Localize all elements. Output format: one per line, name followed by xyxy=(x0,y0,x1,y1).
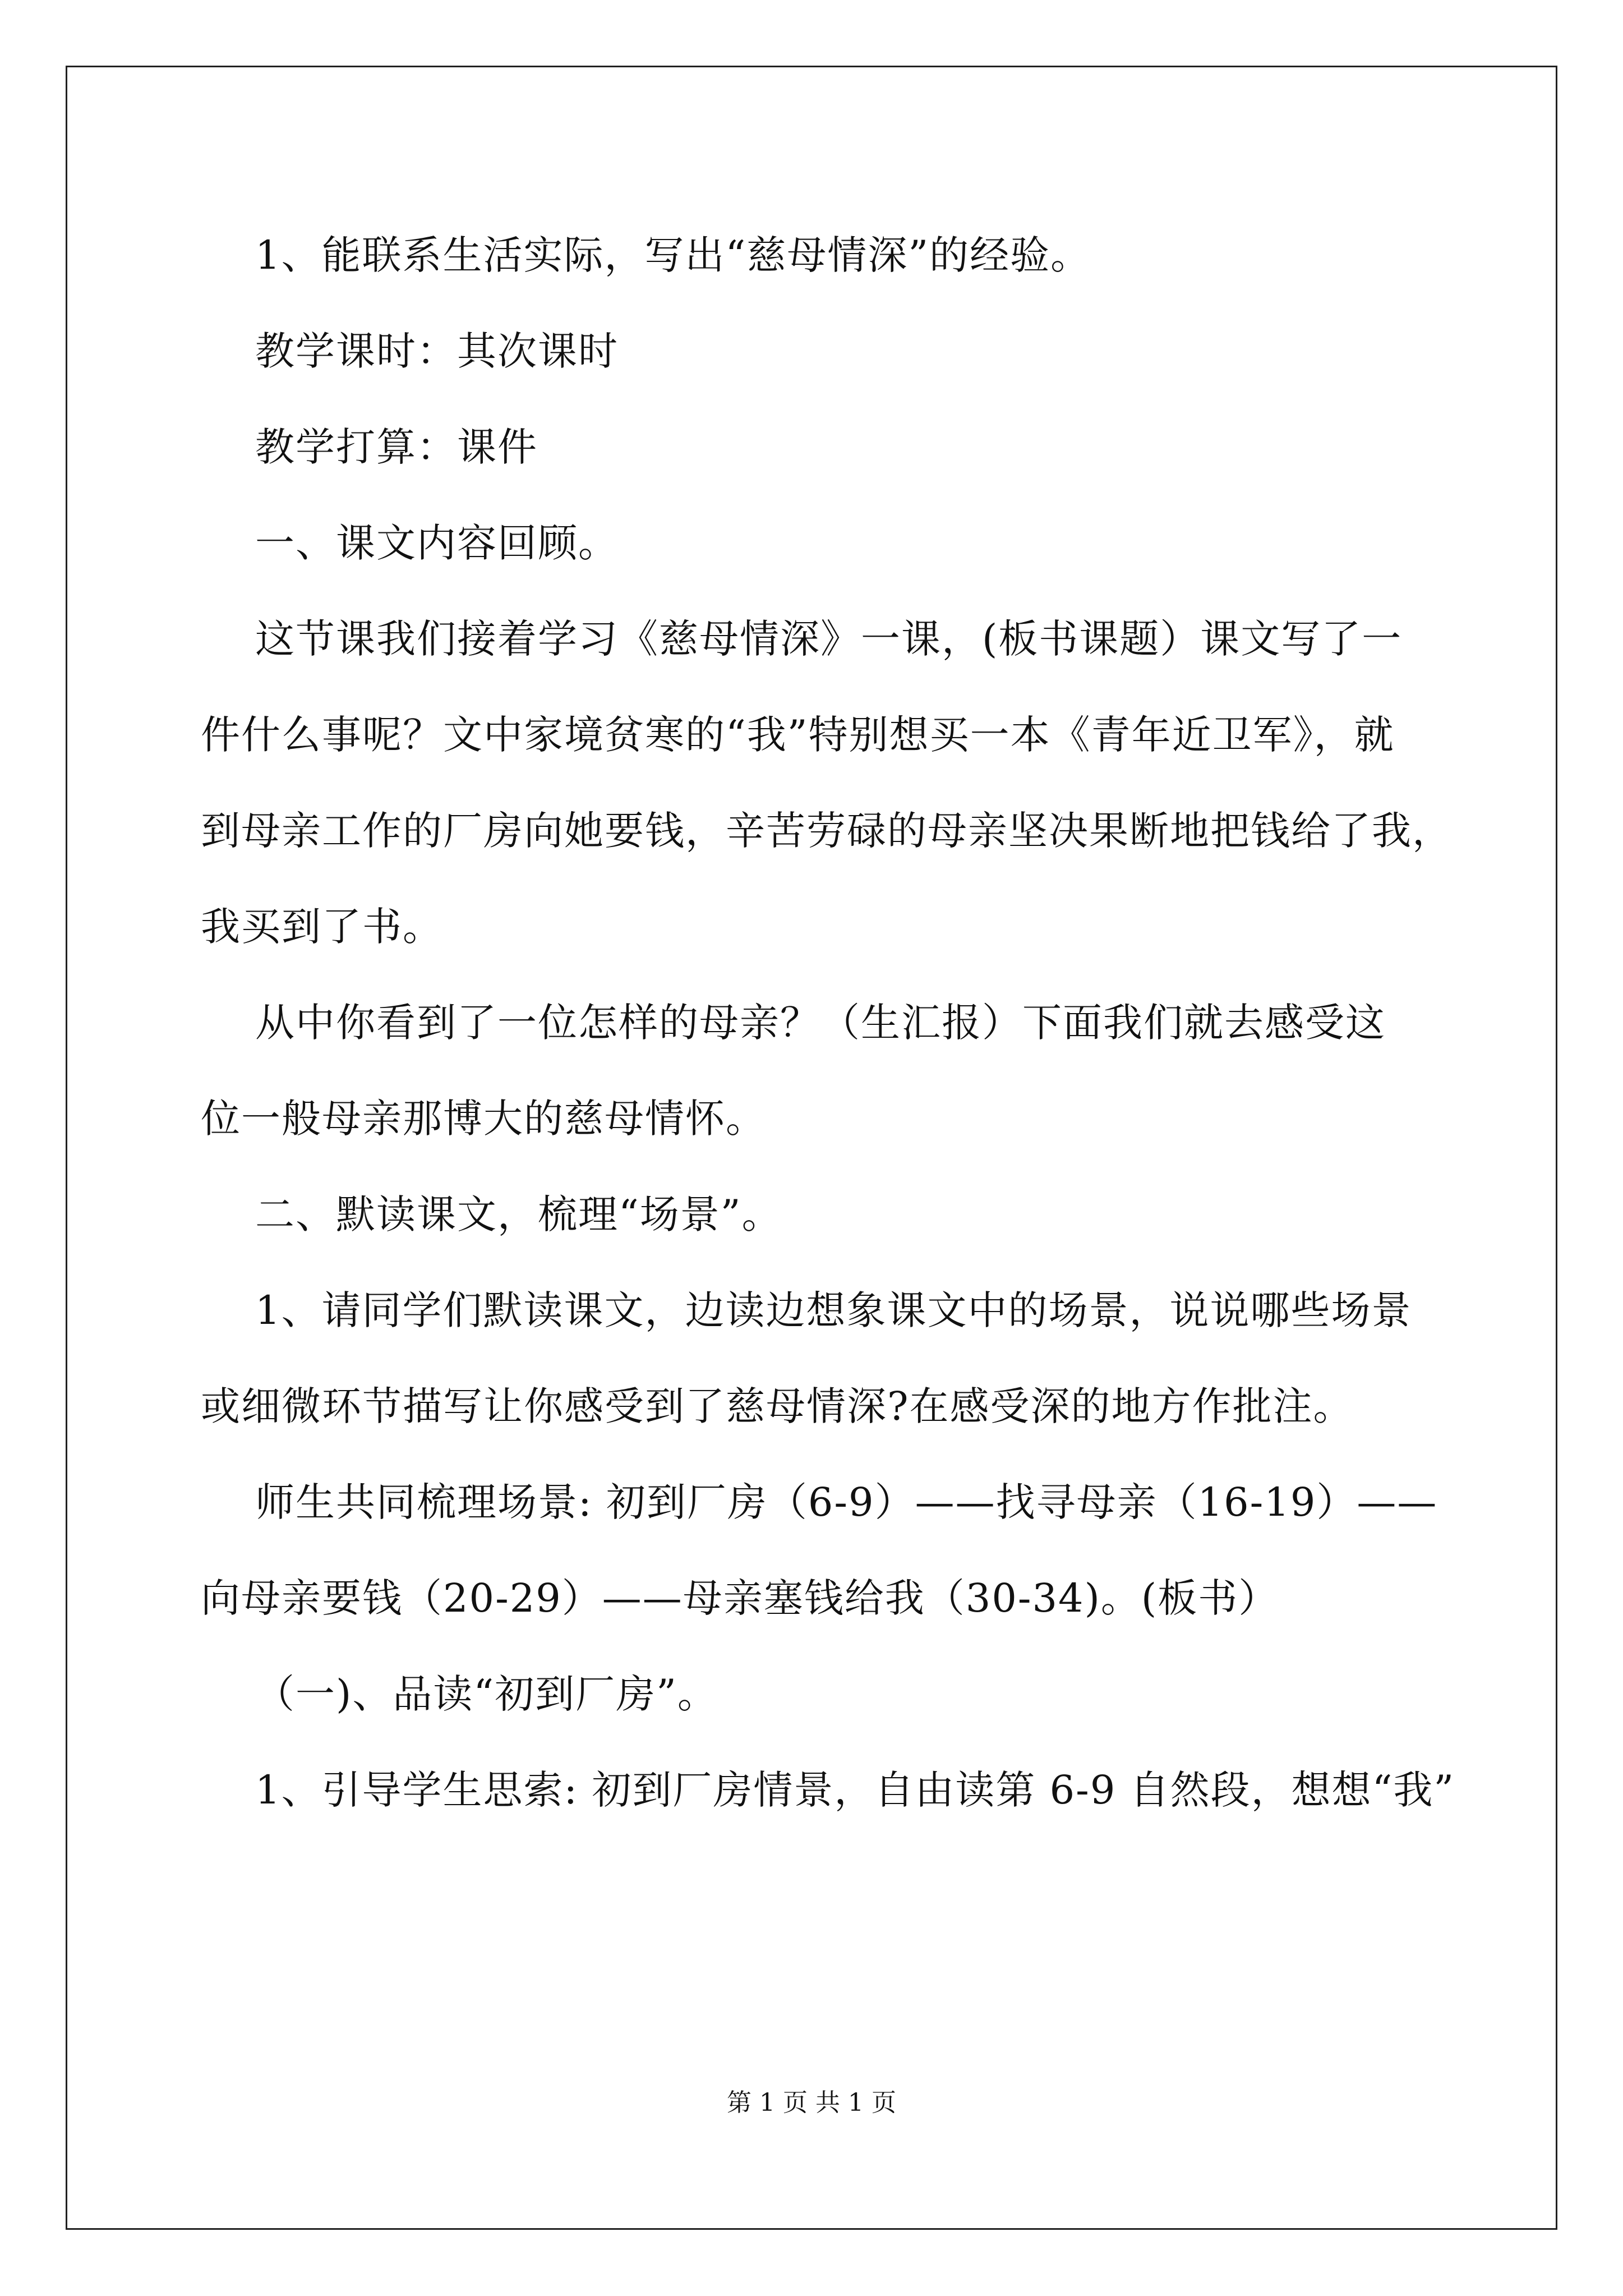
text-line: 位一般母亲那博大的慈母情怀。 xyxy=(201,1096,766,1142)
section-heading: （一)、品读“初到厂房”。 xyxy=(201,1671,718,1717)
text-line: 1、能联系生活实际，写出“慈母情深”的经验。 xyxy=(201,232,1091,278)
text-line: 师生共同梳理场景: 初到厂房（6-9）——找寻母亲（16-19）—— xyxy=(201,1479,1438,1525)
text-line: 从中你看到了一位怎样的母亲？（生汇报）下面我们就去感受这 xyxy=(201,1000,1386,1046)
text-line: 教学打算：课件 xyxy=(201,424,538,470)
page-footer: 第 1 页 共 1 页 xyxy=(727,2088,896,2117)
text-line: 或细微环节描写让你感受到了慈母情深?在感受深的地方作批注。 xyxy=(201,1383,1354,1429)
text-line: 这节课我们接着学习《慈母情深》一课，(板书课题）课文写了一 xyxy=(201,616,1403,662)
text-line: 教学课时：其次课时 xyxy=(201,328,619,374)
text-line: 到母亲工作的厂房向她要钱，辛苦劳碌的母亲坚决果断地把钱给了我， xyxy=(201,808,1453,854)
text-line: 1、请同学们默读课文，边读边想象课文中的场景，说说哪些场景 xyxy=(201,1287,1412,1333)
text-line: 向母亲要钱（20-29）——母亲塞钱给我（30-34)。(板书） xyxy=(201,1575,1279,1621)
section-heading: 一、课文内容回顾。 xyxy=(201,520,619,566)
text-line: 1、引导学生思索: 初到厂房情景，自由读第 6-9 自然段，想想“我” xyxy=(201,1767,1455,1813)
text-line: 件什么事呢？文中家境贫寒的“我”特别想买一本《青年近卫军》，就 xyxy=(201,712,1395,758)
document-body xyxy=(201,208,1455,1838)
section-heading: 二、默读课文，梳理“场景”。 xyxy=(201,1191,782,1237)
text-line: 我买到了书。 xyxy=(201,904,443,950)
